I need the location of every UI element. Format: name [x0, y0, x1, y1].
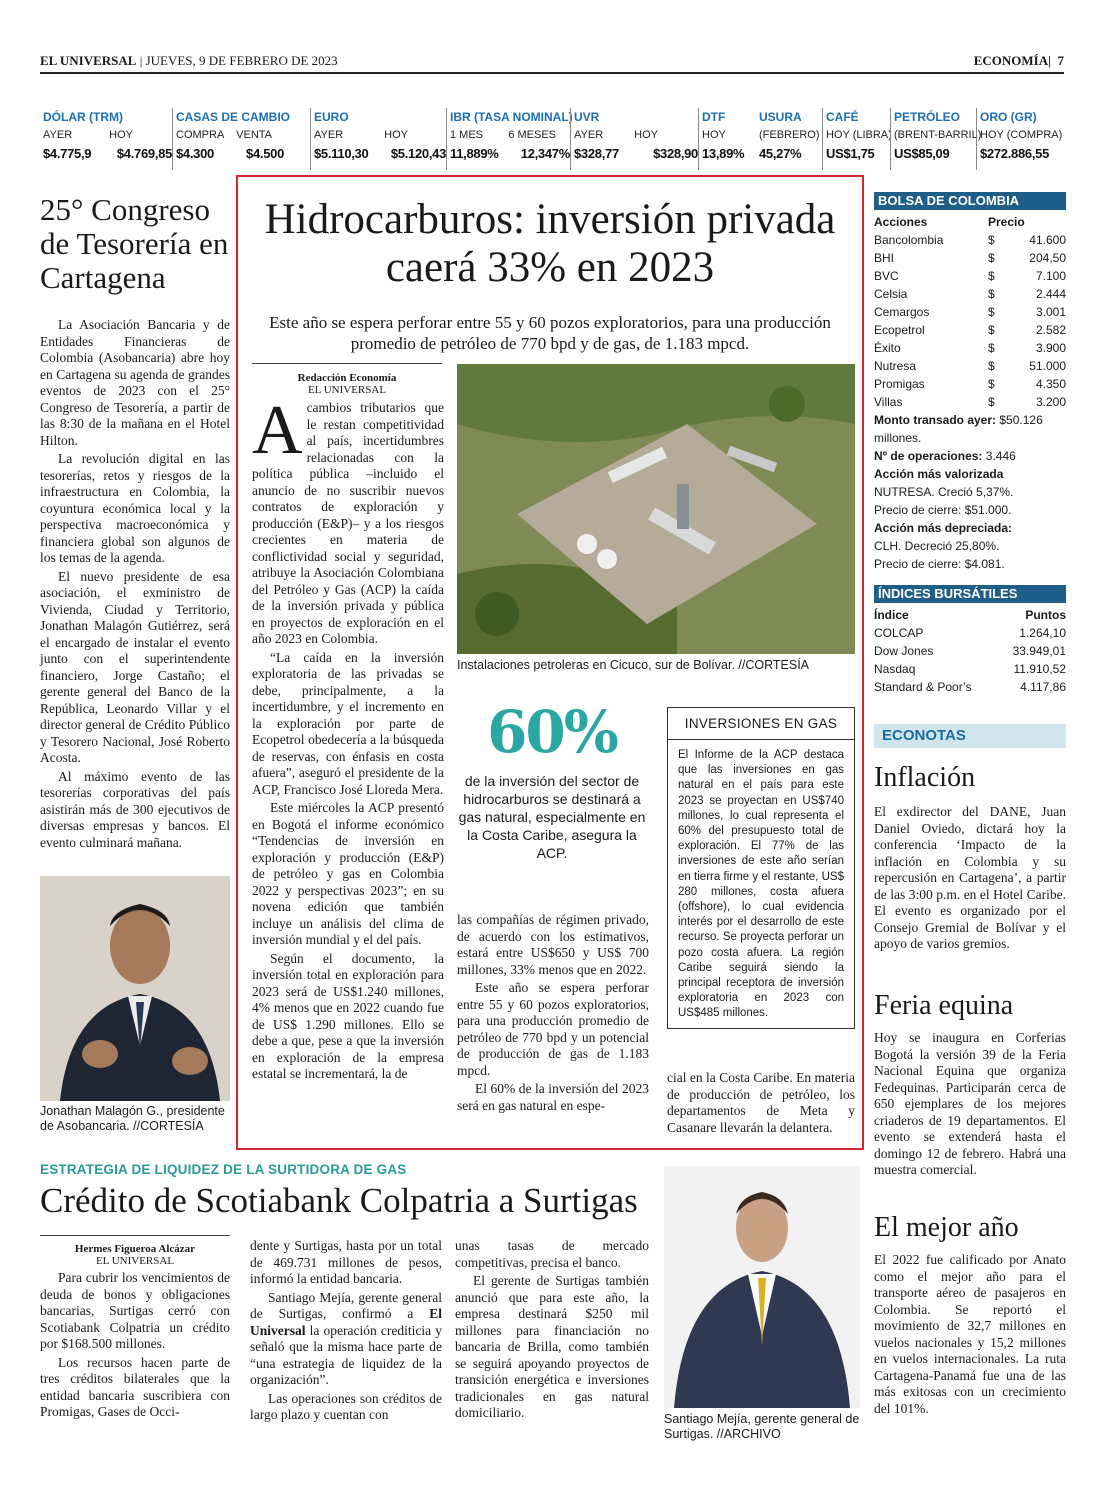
econota-mejor-ano	[874, 1212, 1066, 1417]
stock-price	[988, 375, 1066, 393]
bolsa-title: BOLSA DE COLOMBIA	[874, 192, 1066, 210]
stock-name: BHI	[874, 251, 895, 265]
indices-title: ÍNDICES BURSÁTILES	[874, 585, 1066, 603]
oil-facility-photo	[457, 364, 855, 654]
label: Nº de operaciones:	[874, 449, 983, 463]
stock-row	[874, 303, 1066, 321]
portrait-illustration	[664, 1166, 860, 1408]
value: $50.126 millones.	[874, 413, 1043, 445]
congreso-body	[40, 317, 230, 853]
depreciada-close: Precio de cierre: $4.081.	[874, 557, 1005, 571]
stock-row	[874, 375, 1066, 393]
gas-box-text: El Informe de la ACP destaca que las inversiones en gas natural en el país para este 2023 se proyectan en US$740 millones, lo cual representa el 60% del presupuesto total de exploración. El 77% de las inversiones de este año serían en tierra firme y el restante, US$ 280 millones, costa afuera (offshore), lo cual evidencia interés por el desarrollo de este recurso. Se proyecta perforar un pozo costa afuera. La región Caribe seguirá siendo la principal receptora de inversión exploratoria en 2023 con US$485 millones.	[678, 749, 844, 1020]
surtigas-col2	[250, 1238, 442, 1426]
gas-investment-box	[667, 707, 855, 1029]
market-ticker	[40, 108, 1066, 170]
main-col1	[252, 392, 444, 1085]
currency-sign: $	[988, 251, 995, 265]
byline-org: EL UNIVERSAL	[307, 384, 387, 396]
price-value: 51.000	[1029, 359, 1066, 373]
stock-price	[988, 249, 1066, 267]
ticker-value: $328,90	[653, 146, 698, 161]
index-value: 11.910,52	[1013, 662, 1066, 676]
econota-text: Hoy se inaugura en Corferias Bogotá la versión 39 de la Feria Nacional Equina que organiza Fedequinas. Participarán cerca de 650 ejemplares de los mejores criaderos de 19 departamentos. El evento se extenderá hasta el domingo 12 de febrero. Habrá una muestra comercial.	[874, 1030, 1066, 1177]
paragraph: “La caída en la inversión exploratoria de las privadas se debe, principalmente, a la incertidumbre, y el incremento en la exploración por parte de Ecopetrol obedecería a la búsqueda de reservas, con énfasis en costa afuera”, aseguró el presidente de la ACP, Francisco José Lloreda Mera.	[252, 649, 444, 797]
ticker-value: 45,27%	[759, 146, 802, 161]
paragraph: Según el documento, la inversión total en exploración para 2023 será de US$1.240 millones, 4% menos que en 2022 cuando fue de US$ 1.290 millones. Ello se debe a que, pese a que la inversión en exploración de la empresa estatal se incrementará, la de	[252, 950, 444, 1081]
stock-name: Nutresa	[874, 359, 917, 373]
surtigas-kicker: ESTRATEGIA DE LIQUIDEZ DE LA SURTIDORA DE GAS	[40, 1162, 407, 1177]
currency-sign: $	[988, 269, 995, 283]
ticker-value: US$1,75	[826, 146, 875, 161]
stock-name: Éxito	[874, 341, 901, 355]
stock-row	[874, 339, 1066, 357]
byline-rule	[252, 363, 442, 364]
indices-panel	[874, 585, 1066, 696]
stock-name: Villas	[874, 395, 903, 409]
paragraph	[250, 1290, 442, 1389]
econota-text: El exdirector del DANE, Juan Daniel Oviedo, dictará hoy la conferencia ‘Impacto de la inflación en Colombia y su repercusión en Cartagena’, a partir de las 3:00 p.m. en el Hotel Caribe. El evento es organizado por el Consejo Gremial de Bolívar y el apoyo de varios gremios.	[874, 804, 1066, 951]
price-value: 3.900	[1035, 341, 1066, 355]
currency-sign: $	[988, 341, 995, 355]
ticker-value: $4.300	[176, 146, 214, 161]
masthead: EL UNIVERSAL | JUEVES, 9 DE FEBRERO DE 2023	[40, 53, 338, 68]
label: Monto transado ayer:	[874, 413, 997, 427]
congreso-headline: 25° Congreso de Tesorería en Cartagena	[40, 192, 229, 295]
stock-price	[988, 231, 1066, 249]
ticker-sub: (BRENT-BARRIL)	[894, 129, 982, 141]
ticker-euro	[310, 108, 446, 170]
stock-row	[874, 393, 1066, 411]
econota-text: El 2022 fue calificado por Anato como el mejor año para el transporte aéreo de pasajeros en Colombia. Se reportó el movimiento de 32,7 millones en vuelos nacionales y 15,2 millones en vuelos internacionales. La ruta Cartagena-Panamá fue una de las más exitosas con un crecimiento del 101%.	[874, 1252, 1066, 1416]
main-col3	[667, 1070, 855, 1138]
index-value: 1.264,10	[1019, 626, 1066, 640]
index-name: Nasdaq	[874, 662, 916, 676]
paragraph: Las operaciones son créditos de largo plazo y cuentan con	[250, 1390, 442, 1422]
ticker-petroleo	[890, 108, 982, 170]
ticker-value: $272.886,55	[980, 146, 1049, 161]
paragraph: cambios tributarios que le restan competitividad al país, incertidumbres relacionadas con la política pública –incluido el anuncio de no suscribir nuevos contratos de exploración y producción (E&P)– y a los riesgos crecientes en materia de conflictividad social y seguridad, atribuye la Asociación Colombiana del Petróleo y Gas (ACP) la caída de la inversión privada y pública en proyectos de exploración en el año 2023 en Colombia.	[252, 400, 444, 646]
col-header: Puntos	[1025, 608, 1066, 622]
main-deck: Este año se espera perforar entre 55 y 60 pozos exploratorios, para una producción promedio de petróleo de 770 bpd y de gas, de 1.183 mpcd.	[269, 313, 831, 353]
price-value: 4.350	[1035, 377, 1066, 391]
stock-price	[988, 321, 1066, 339]
ticker-usura	[756, 108, 822, 170]
paragraph: Este año se espera perforar entre 55 y 60 pozos exploratorios, para una producción promedio de petróleo de 770 bpd y un potencial de producción de gas de 1.183 mpcd.	[457, 980, 649, 1078]
stock-row	[874, 249, 1066, 267]
stock-row	[874, 231, 1066, 249]
ticker-title: PETRÓLEO	[894, 110, 961, 124]
portrait-illustration	[40, 876, 230, 1101]
econotas-header: ECONOTAS	[874, 724, 1066, 748]
stock-name: Celsia	[874, 287, 908, 301]
paragraph: El 60% de la inversión del 2023 será en gas natural en espe-	[457, 1081, 649, 1113]
paragraph: las compañías de régimen privado, de acuerdo con los estimativos, estará entre US$650 y US$ 700 millones, 33% menos que en 2022.	[457, 912, 649, 977]
surtigas-headline: Crédito de Scotiabank Colpatria a Surtigas	[40, 1181, 638, 1220]
ticker-value: $328,77	[574, 146, 619, 161]
ticker-sub: AYER	[574, 129, 604, 141]
stock-row	[874, 267, 1066, 285]
ticker-casas	[172, 108, 310, 170]
surtigas-col3	[455, 1238, 649, 1424]
price-value: 3.200	[1035, 395, 1066, 409]
stock-price	[988, 303, 1066, 321]
paragraph: Los recursos hacen parte de tres créditos bilaterales que la entidad bancaria suscribiera con Promigas, Gases de Occi-	[40, 1354, 230, 1419]
ticker-sub: COMPRA	[176, 129, 225, 141]
index-row	[874, 678, 1066, 696]
paragraph: unas tasas de mercado competitivas, precisa el banco.	[455, 1238, 649, 1270]
stock-row	[874, 357, 1066, 375]
ticker-title: IBR (TASA NOMINAL)	[450, 110, 573, 124]
paragraph: Este miércoles la ACP presentó en Bogotá el informe económico “Tendencias de inversión en exploración y producción (E&P) de petróleo y gas en Colombia 2022 y perspectivas 2023”; en su novena edición que también incluye un análisis del clima de inversión mundial y el del país.	[252, 800, 444, 947]
stat-number: 60%	[487, 698, 617, 766]
ticker-sub: HOY (COMPRA)	[980, 129, 1063, 141]
ticker-value: $5.120,43	[390, 146, 446, 161]
ticker-value: 11,889%	[450, 146, 499, 161]
index-name: COLCAP	[874, 626, 924, 640]
ticker-value: $4.769,85	[116, 146, 172, 161]
stock-header	[874, 213, 1066, 231]
currency-sign: $	[988, 377, 995, 391]
ticker-sub: AYER	[314, 129, 344, 141]
depreciada-line: CLH. Decreció 25,80%.	[874, 539, 1000, 553]
currency-sign: $	[988, 395, 995, 409]
byline-name: Hermes Figueroa Alcázar	[74, 1243, 196, 1255]
econota-feria	[874, 990, 1066, 1179]
paragraph: Al máximo evento de las tesorerías corporativas del país asistirán más de 300 ejecutivos de diversas empresas y bancos. El evento culminará mañana.	[40, 768, 230, 850]
valorizada-label: Acción más valorizada	[874, 467, 1004, 481]
dropcap: A	[252, 392, 303, 469]
page-number: 7	[1057, 53, 1064, 68]
index-value: 4.117,86	[1020, 680, 1066, 694]
ticker-value: $4.775,9	[43, 146, 92, 161]
ticker-sub: HOY	[634, 129, 658, 141]
econota-title: Feria equina	[874, 990, 1014, 1021]
currency-sign: $	[988, 287, 995, 301]
stock-name: Bancolombia	[874, 233, 944, 247]
col-header: Índice	[874, 608, 909, 622]
econota-title: Inflación	[874, 762, 976, 793]
ticker-dtf	[698, 108, 756, 170]
stock-table	[874, 213, 1066, 573]
stock-name: BVC	[874, 269, 899, 283]
ticker-sub: VENTA	[236, 129, 272, 141]
paragraph: Para cubrir los vencimientos de deuda de bonos y obligaciones bancarias, Surtigas cerró con Scotiabank Colpatria un crédito por $168.500 millones.	[40, 1270, 230, 1351]
currency-sign: $	[988, 305, 995, 319]
ticker-title: CASAS DE CAMBIO	[176, 110, 291, 124]
paper-name: EL UNIVERSAL	[40, 53, 137, 68]
ticker-title: EURO	[314, 110, 349, 124]
index-value: 33.949,01	[1012, 644, 1066, 658]
ticker-sub: (FEBRERO)	[759, 129, 820, 141]
ticker-title: UVR	[574, 110, 600, 124]
stock-row	[874, 321, 1066, 339]
ticker-value: US$85,09	[894, 146, 950, 161]
currency-sign: $	[988, 359, 995, 373]
ticker-sub: AYER	[43, 129, 73, 141]
stock-name: Promigas	[874, 377, 925, 391]
index-row	[874, 642, 1066, 660]
header-rule	[40, 72, 1064, 74]
col-header: Precio	[988, 215, 1025, 229]
valorizada-line: NUTRESA. Creció 5,37%.	[874, 485, 1014, 499]
price-value: 7.100	[1035, 269, 1066, 283]
main-headline: Hidrocarburos: inversión privada caerá 33% en 2023	[264, 196, 836, 291]
depreciada-label: Acción más depreciada:	[874, 521, 1013, 535]
ticker-sub: HOY (LIBRA)	[826, 129, 892, 141]
index-name: Standard & Poor’s	[874, 680, 972, 694]
stock-price	[988, 285, 1066, 303]
stock-price	[988, 339, 1066, 357]
aerial-facility-illustration	[457, 364, 855, 654]
stock-name: Ecopetrol	[874, 323, 925, 337]
valorizada-close: Precio de cierre: $51.000.	[874, 503, 1012, 517]
econota-inflacion	[874, 762, 1066, 953]
malagon-photo	[40, 876, 230, 1101]
issue-date: JUEVES, 9 DE FEBRERO DE 2023	[145, 53, 338, 68]
ticker-sub: HOY	[109, 129, 133, 141]
gas-box-title: INVERSIONES EN GAS	[668, 708, 854, 740]
stock-name: Cemargos	[874, 305, 930, 319]
ticker-oro	[976, 108, 1066, 170]
ticker-title: DTF	[702, 110, 726, 124]
indices-table	[874, 606, 1066, 696]
surtigas-byline	[40, 1243, 230, 1267]
text-bold: El Universal	[250, 1306, 442, 1338]
byline-name: Redacción Economía	[297, 372, 397, 384]
price-value: 3.001	[1035, 305, 1066, 319]
section-name: ECONOMÍA	[973, 53, 1049, 68]
bolsa-panel	[874, 192, 1066, 573]
ticker-title: CAFÉ	[826, 110, 859, 124]
paragraph: El gerente de Surtigas también anunció que para este año, la empresa destinará $250 mil millones para financiación no bancaria de Brilla, como también se seguirá apoyando proyectos de transición energética e inversiones tradicionales en gas natural domiciliario.	[455, 1273, 649, 1420]
ticker-title: ORO (GR)	[980, 110, 1037, 124]
ticker-sub: 1 MES	[450, 129, 484, 141]
price-value: 2.582	[1035, 323, 1066, 337]
index-row	[874, 660, 1066, 678]
currency-sign: $	[988, 323, 995, 337]
paragraph: El nuevo presidente de esa asociación, el exministro de Vivienda, Ciudad y Territorio, Jonathan Malagón Gutiérrez, será el encargado de instalar el evento junto con el superintendente financiero, Jorge Castaño; el gerente general del Banco de la República, Leonardo Villar y el director general de Crédito Público y Tesorero Nacional, José Roberto Acosta.	[40, 568, 230, 765]
malagon-caption: Jonathan Malagón G., presidente de Asobancaria. //CORTESÍA	[40, 1104, 225, 1133]
paragraph: La Asociación Bancaria y de Entidades Financieras de Colombia (Asobancaria) abre hoy en Cartagena su agenda de grandes eventos de 2023 con el 25° Congreso de Tesorería, a partir de las 8:30 de la mañana en el Hotel Hilton.	[40, 317, 230, 448]
indices-header	[874, 606, 1066, 624]
main-col2	[457, 912, 649, 1116]
paragraph: dente y Surtigas, hasta por un total de 469.731 millones de pesos, informó la entidad bancaria.	[250, 1238, 442, 1286]
price-value: 41.600	[1029, 233, 1066, 247]
currency-sign: $	[988, 233, 995, 247]
stock-price	[988, 267, 1066, 285]
ticker-value: 12,347%	[520, 146, 570, 161]
text: la operación crediticia y señaló que la misma hace parte de “una estrategia de liquidez de la organización”.	[250, 1322, 442, 1387]
byline-rule	[40, 1235, 230, 1236]
byline-org: EL UNIVERSAL	[95, 1255, 175, 1267]
ticker-title: USURA	[759, 110, 802, 124]
ticker-title: DÓLAR (TRM)	[43, 110, 123, 124]
ticker-value: 13,89%	[702, 146, 745, 161]
ticker-value: $4.500	[246, 146, 284, 161]
value: 3.446	[985, 449, 1016, 463]
ticker-ibr	[446, 108, 573, 170]
price-value: 204,50	[1029, 251, 1066, 265]
surtigas-col1	[40, 1270, 230, 1423]
ticker-value: $5.110,30	[314, 146, 369, 161]
price-value: 2.444	[1035, 287, 1066, 301]
ticker-dolar	[40, 108, 172, 170]
paragraph: cial en la Costa Caribe. En materia de producción de petróleo, los departamentos de Meta y Casanare llevarán la delantera.	[667, 1070, 855, 1135]
text: Santiago Mejía, gerente general de Surtigas, confirmó a	[250, 1289, 442, 1321]
oil-photo-caption: Instalaciones petroleras en Cicuco, sur de Bolívar. //CORTESÍA	[457, 658, 810, 672]
econota-title: El mejor año	[874, 1212, 1019, 1243]
ticker-sub: HOY	[702, 129, 726, 141]
ticker-sub: HOY	[384, 129, 408, 141]
ticker-cafe	[822, 108, 890, 170]
ticker-sub: 6 MESES	[508, 129, 556, 141]
stock-price	[988, 393, 1066, 411]
index-row	[874, 624, 1066, 642]
mejia-photo	[664, 1166, 860, 1408]
mejia-caption: Santiago Mejía, gerente general de Surtigas. //ARCHIVO	[664, 1412, 860, 1441]
stock-row	[874, 285, 1066, 303]
stock-price	[988, 357, 1066, 375]
col-header: Acciones	[874, 215, 928, 229]
section-label: ECONOMÍA| 7	[973, 53, 1064, 68]
stat-text: de la inversión del sector de hidrocarburos se destinará a gas natural, especialmente en la Costa Caribe, asegura la ACP.	[458, 773, 646, 861]
ticker-uvr	[570, 108, 698, 170]
ops-line	[874, 447, 1066, 465]
index-name: Dow Jones	[874, 644, 934, 658]
monto-line	[874, 411, 1066, 447]
paragraph: La revolución digital en las tesorerías, retos y riesgos de la infraestructura en Colombia, la coyuntura económica local y la perspectiva macroeconómica y financiera global son algunos de los temas de la agenda.	[40, 451, 230, 565]
